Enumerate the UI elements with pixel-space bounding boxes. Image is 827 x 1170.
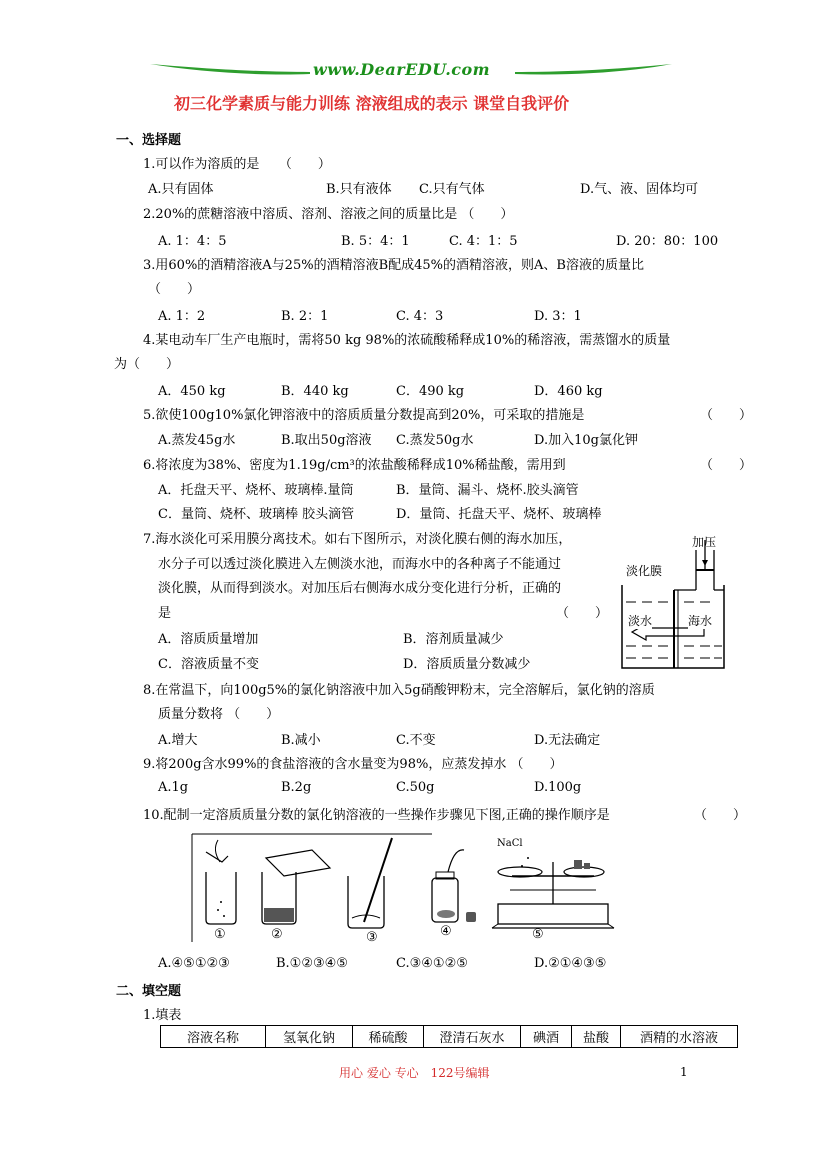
table-cell: 稀硫酸 — [353, 1026, 424, 1048]
q2-option-b: B. 5：4：1 — [341, 234, 410, 249]
q10-option-a: A.④⑤①②③ — [158, 956, 230, 971]
fresh-water-label: 淡水 — [628, 614, 653, 628]
membrane-label: 淡化膜 — [626, 564, 663, 578]
lab-procedure-figure — [192, 832, 632, 947]
q9-option-d: D.100g — [534, 780, 582, 795]
q10-option-b: B.①②③④⑤ — [276, 956, 348, 971]
brand-url: www.DearEDU.com — [313, 60, 491, 79]
q1-option-a: A.只有固体 — [148, 182, 214, 197]
q7-option-d: D．溶质质量分数减少 — [403, 657, 531, 672]
question-4-cont: 为（ ） — [114, 357, 180, 372]
step-5-label: ⑤ — [532, 927, 544, 942]
question-1: 1.可以作为溶质的是 （ ） — [143, 157, 331, 172]
question-7-line2: 水分子可以透过淡化膜进入左侧淡水池，而海水中的各种离子不能通过 — [158, 557, 562, 572]
fill-question-1: 1.填表 — [143, 1008, 182, 1023]
q4-option-b: B．440 kg — [281, 384, 349, 399]
q3-option-b: B. 2：1 — [281, 309, 329, 324]
q1-option-b: B.只有液体 — [326, 182, 392, 197]
question-3: 3.用60%的酒精溶液A与25%的酒精溶液B配成45%的酒精溶液，则A、B溶液的质量比 — [143, 258, 644, 273]
question-8: 8.在常温下，向100g5%的氯化钠溶液中加入5g硝酸钾粉末，完全溶解后，氯化钠的溶质 — [143, 683, 655, 698]
q6-option-a: A．托盘天平、烧杯、玻璃棒.量筒 — [158, 483, 354, 498]
q2-option-a: A. 1：4：5 — [158, 234, 227, 249]
q7-option-c: C．溶液质量不变 — [158, 657, 259, 672]
q8-option-b: B.减小 — [281, 733, 321, 748]
q6-option-d: D．量筒、托盘天平、烧杯、玻璃棒 — [396, 507, 602, 522]
question-6: 6.将浓度为38%、密度为1.19g/cm³的浓盐酸稀释成10%稀盐酸，需用到 — [143, 458, 566, 473]
question-2: 2.20%的蔗糖溶液中溶质、溶剂、溶液之间的质量比是 （ ） — [143, 207, 514, 222]
q3-option-d: D. 3：1 — [534, 309, 582, 324]
q6-option-b: B．量筒、漏斗、烧杯.胶头滴管 — [396, 483, 579, 498]
section-choice: 一、选择题 — [116, 133, 182, 148]
question-8-cont: 质量分数将 （ ） — [158, 707, 280, 722]
table-cell: 碘酒 — [521, 1026, 572, 1048]
nacl-label: NaCl — [497, 838, 523, 849]
q9-option-b: B.2g — [281, 780, 312, 795]
q7-option-a: A．溶质质量增加 — [158, 632, 259, 647]
q5-option-b: B.取出50g溶液 — [281, 433, 372, 448]
question-3-bracket: （ ） — [148, 282, 201, 297]
q10-option-c: C.③④①②⑤ — [396, 956, 468, 971]
pressure-label: 加压 — [692, 535, 717, 549]
q4-option-d: D．460 kg — [534, 384, 603, 399]
q4-option-a: A．450 kg — [158, 384, 226, 399]
q8-option-a: A.增大 — [158, 733, 198, 748]
question-7-line4: 是 — [158, 606, 172, 621]
q2-option-c: C. 4：1：5 — [449, 234, 518, 249]
q3-option-a: A. 1：2 — [158, 309, 206, 324]
q9-option-c: C.50g — [396, 780, 435, 795]
q6-option-c: C．量筒、烧杯、玻璃棒 胶头滴管 — [158, 507, 355, 522]
table-cell: 澄清石灰水 — [424, 1026, 521, 1048]
question-9: 9.将200g含水99%的食盐溶液的含水量变为98%，应蒸发掉水 （ ） — [143, 757, 563, 772]
question-7: 7.海水淡化可采用膜分离技术。如右下图所示，对淡化膜右侧的海水加压， — [143, 532, 572, 547]
page-title: 初三化学素质与能力训练 溶液组成的表示 课堂自我评价 — [174, 94, 570, 113]
q7-option-b: B．溶剂质量减少 — [403, 632, 504, 647]
q4-option-c: C．490 kg — [396, 384, 465, 399]
desalination-figure — [612, 530, 742, 670]
step-1-label: ① — [214, 927, 226, 942]
q1-option-d: D.气、液、固体均可 — [580, 182, 699, 197]
q5-option-a: A.蒸发45g水 — [158, 433, 236, 448]
section-fill: 二、填空题 — [116, 984, 182, 999]
table-cell: 盐酸 — [572, 1026, 621, 1048]
question-7-bracket: （ ） — [556, 606, 609, 621]
question-7-line3: 淡化膜，从而得到淡水。对加压后右侧海水成分变化进行分析，正确的 — [158, 581, 562, 596]
q9-option-a: A.1g — [158, 780, 189, 795]
q3-option-c: C. 4：3 — [396, 309, 444, 324]
question-10: 10.配制一定溶质质量分数的氯化钠溶液的一些操作步骤见下图,正确的操作顺序是 — [143, 808, 610, 823]
table-row — [161, 1026, 738, 1048]
table-cell: 溶液名称 — [161, 1026, 266, 1048]
solution-table — [160, 1025, 738, 1048]
question-5: 5.欲使100g10%氯化钾溶液中的溶质质量分数提高到20%，可采取的措施是 — [143, 408, 585, 423]
q2-option-d: D. 20：80：100 — [616, 234, 719, 249]
table-cell: 酒精的水溶液 — [621, 1026, 738, 1048]
question-6-bracket: （ ） — [700, 458, 753, 473]
q1-option-c: C.只有气体 — [419, 182, 485, 197]
question-4: 4.某电动车厂生产电瓶时，需将50 kg 98%的浓硫酸稀释成10%的稀溶液，需蒸馏水的质量 — [143, 333, 671, 348]
step-4-label: ④ — [440, 924, 452, 939]
step-3-label: ③ — [366, 930, 378, 945]
q8-option-c: C.不变 — [396, 733, 436, 748]
q5-option-c: C.蒸发50g水 — [396, 433, 474, 448]
question-5-bracket: （ ） — [700, 408, 753, 423]
q8-option-d: D.无法确定 — [534, 733, 601, 748]
q10-option-d: D.②①④③⑤ — [534, 956, 607, 971]
table-cell: 氢氧化钠 — [266, 1026, 353, 1048]
footer-text: 用心 爱心 专心 122号编辑 — [339, 1066, 490, 1080]
page-number: 1 — [680, 1065, 688, 1079]
q5-option-d: D.加入10g氯化钾 — [534, 433, 638, 448]
step-2-label: ② — [271, 927, 283, 942]
sea-water-label: 海水 — [688, 614, 713, 628]
question-10-bracket: （ ） — [694, 808, 747, 823]
